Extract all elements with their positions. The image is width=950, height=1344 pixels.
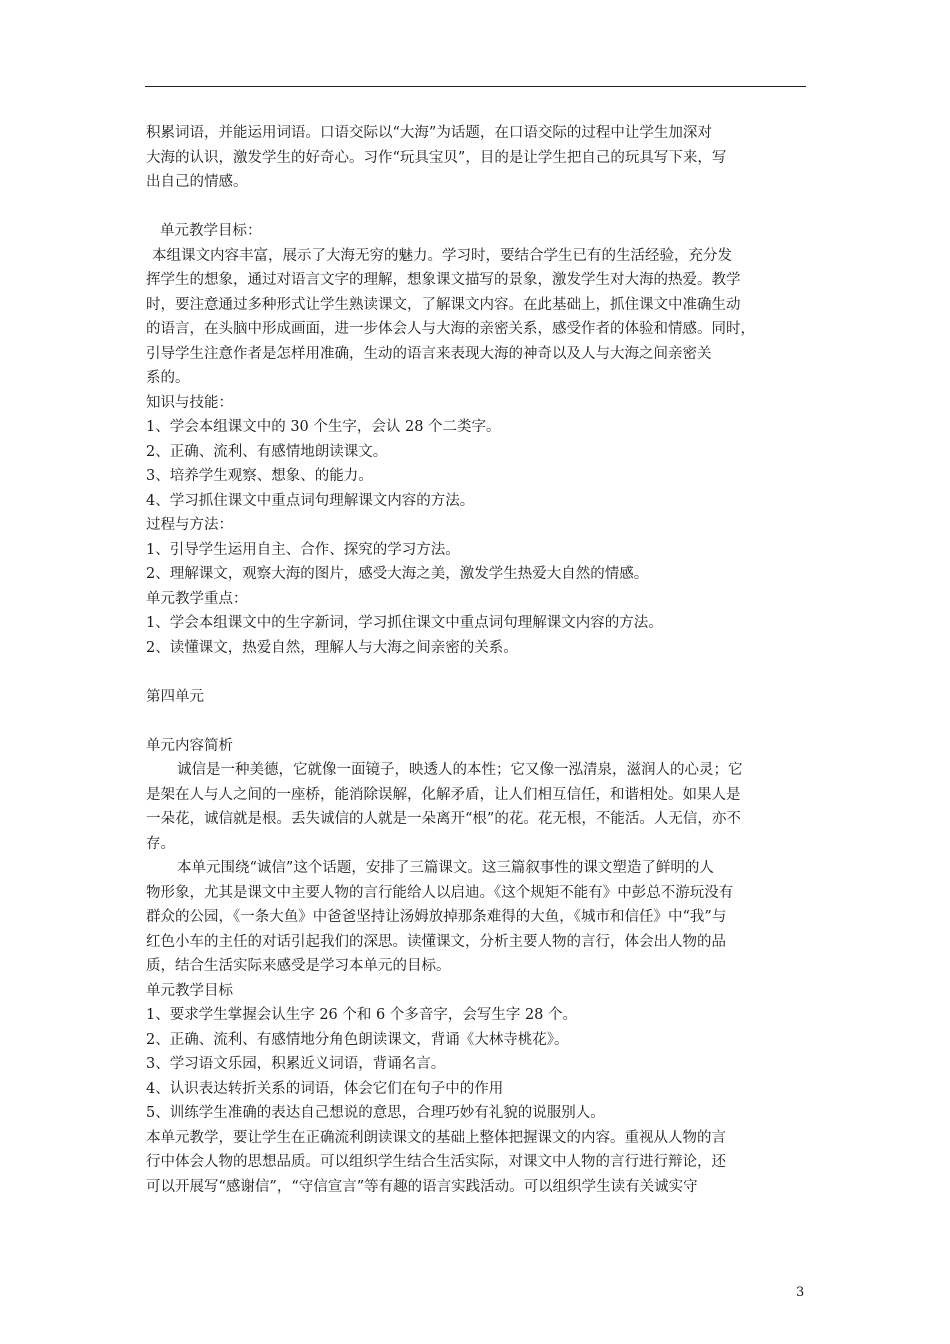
knowledge-heading: 知识与技能： bbox=[146, 394, 233, 411]
unit4-goal-4: 4、认识表达转折关系的词语，体会它们在句子中的作用 bbox=[146, 1080, 504, 1097]
goals-line-1: 本组课文内容丰富，展示了大海无穷的魅力。学习时，要结合学生已有的生活经验，充分发 bbox=[152, 247, 732, 264]
goals-line-6: 系的。 bbox=[146, 370, 190, 386]
knowledge-item-1: 1、学会本组课文中的 30 个生字，会认 28 个二类字。 bbox=[146, 419, 501, 435]
unit4-goal-3: 3、学习语文乐园，积累近义词语，背诵名言。 bbox=[146, 1056, 446, 1072]
unit4-goal-2: 2、正确、流利、有感情地分角色朗读课文，背诵《大林寺桃花》。 bbox=[146, 1031, 569, 1048]
analysis-p2-line-4: 红色小车的主任的对话引起我们的深思。读懂课文，分析主要人物的言行，体会出人物的品 bbox=[146, 933, 726, 950]
knowledge-item-2: 2、正确、流利、有感情地朗读课文。 bbox=[146, 443, 388, 460]
header-rule bbox=[145, 86, 806, 87]
focus-item-2: 2、读懂课文，热爱自然，理解人与大海之间亲密的关系。 bbox=[146, 639, 518, 656]
page-body bbox=[146, 121, 808, 1199]
analysis-p2-line-1: 本单元围绕“诚信”这个话题，安排了三篇课文。这三篇叙事性的课文塑造了鲜明的人 bbox=[177, 860, 714, 876]
goals-heading: 单元教学目标： bbox=[160, 223, 262, 239]
analysis-p2-line-5: 质，结合生活实际来感受是学习本单元的目标。 bbox=[146, 958, 451, 974]
closing-line-2: 行中体会人物的思想品质。可以组织学生结合生活实际，对课文中人物的言行进行辩论，还 bbox=[146, 1154, 726, 1170]
unit4-heading: 第四单元 bbox=[146, 688, 204, 705]
analysis-p1-line-2: 是架在人与人之间的一座桥，能消除误解，化解矛盾，让人们相互信任，和谐相处。如果人是 bbox=[146, 786, 741, 803]
analysis-p2-line-3: 群众的公园，《一条大鱼》中爸爸坚持让汤姆放掉那条难得的大鱼，《城市和信任》中“我”与 bbox=[146, 909, 727, 925]
knowledge-item-3: 3、培养学生观察、想象、的能力。 bbox=[146, 468, 373, 484]
process-heading: 过程与方法： bbox=[146, 517, 233, 533]
focus-heading: 单元教学重点： bbox=[146, 590, 248, 607]
page-number: 3 bbox=[796, 1285, 805, 1300]
analysis-heading: 单元内容简析 bbox=[146, 737, 233, 754]
intro-line-3: 出自己的情感。 bbox=[146, 174, 248, 190]
analysis-p1-line-1: 诚信是一种美德，它就像一面镜子，映透人的本性；它又像一泓清泉，滋润人的心灵；它 bbox=[177, 762, 743, 778]
analysis-p2-line-2: 物形象，尤其是课文中主要人物的言行能给人以启迪。《这个规矩不能有》中彭总不游玩没有 bbox=[146, 884, 734, 901]
goals-line-3: 时，要注意通过多种形式让学生熟读课文，了解课文内容。在此基础上，抓住课文中准确生动 bbox=[146, 296, 741, 313]
intro-line-1: 积累词语，并能运用词语。口语交际以“大海”为话题，在口语交际的过程中让学生加深对 bbox=[146, 125, 712, 141]
goals-line-2: 挥学生的想象，通过对语言文字的理解，想象课文描写的景象，激发学生对大海的热爱。教学 bbox=[146, 272, 741, 288]
unit4-goal-5: 5、训练学生准确的表达自己想说的意思，合理巧妙有礼貌的说服别人。 bbox=[146, 1105, 605, 1121]
process-item-1: 1、引导学生运用自主、合作、探究的学习方法。 bbox=[146, 541, 460, 558]
unit4-goal-1: 1、要求学生掌握会认生字 26 个和 6 个多音字，会写生字 28 个。 bbox=[146, 1007, 578, 1023]
goals-line-5: 引导学生注意作者是怎样用准确，生动的语言来表现大海的神奇以及人与大海之间亲密关 bbox=[146, 345, 712, 362]
analysis-p1-line-4: 存。 bbox=[146, 835, 175, 852]
closing-line-3: 可以开展写“感谢信”，“守信宣言”等有趣的语言实践活动。可以组织学生读有关诚实守 bbox=[146, 1178, 698, 1195]
closing-line-1: 本单元教学，要让学生在正确流利朗读课文的基础上整体把握课文的内容。重视从人物的言 bbox=[146, 1129, 726, 1146]
knowledge-item-4: 4、学习抓住课文中重点词句理解课文内容的方法。 bbox=[146, 492, 475, 509]
unit4-goals-heading: 单元教学目标 bbox=[146, 982, 233, 999]
focus-item-1: 1、学会本组课文中的生字新词，学习抓住课文中重点词句理解课文内容的方法。 bbox=[146, 615, 663, 631]
process-item-2: 2、理解课文，观察大海的图片，感受大海之美，激发学生热爱大自然的情感。 bbox=[146, 566, 649, 582]
goals-line-4: 的语言，在头脑中形成画面，进一步体会人与大海的亲密关系，感受作者的体验和情感。同时， bbox=[146, 321, 755, 337]
analysis-p1-line-3: 一朵花，诚信就是根。丢失诚信的人就是一朵离开“根”的花。花无根，不能活。人无信，亦不 bbox=[146, 811, 741, 827]
intro-line-2: 大海的认识，激发学生的好奇心。习作“玩具宝贝”，目的是让学生把自己的玩具写下来，写 bbox=[146, 149, 727, 166]
